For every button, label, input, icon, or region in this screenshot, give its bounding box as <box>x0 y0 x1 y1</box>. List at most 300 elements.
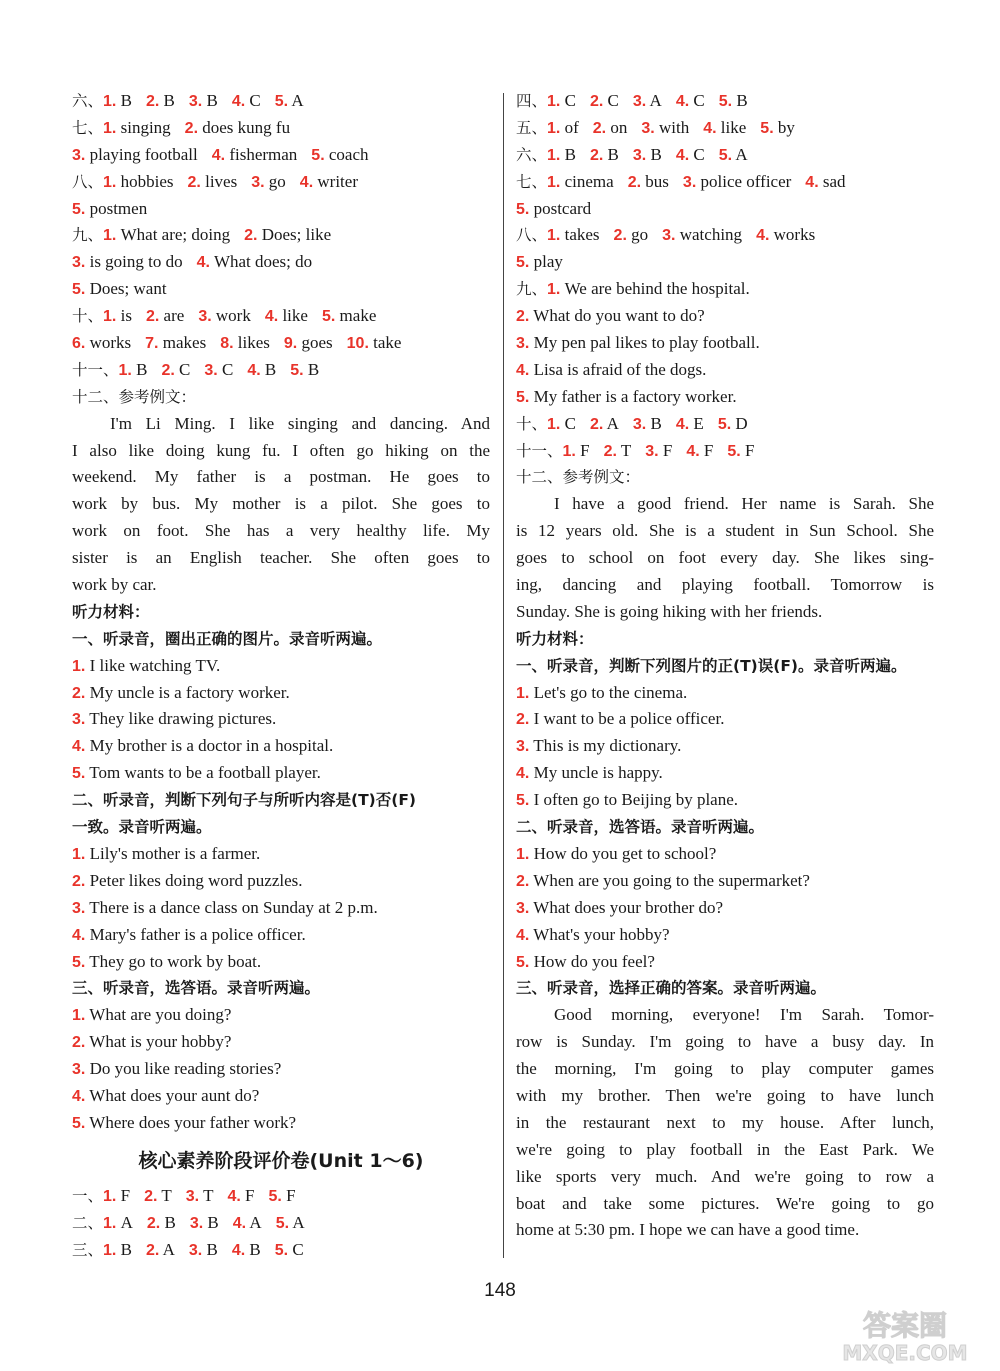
item-number: 4. <box>675 415 690 433</box>
paragraph-line: in the restaurant next to my house. After lunch, <box>516 1112 934 1132</box>
item-number: 5. <box>311 146 325 164</box>
item-number: 5. <box>268 1187 282 1205</box>
answer-item <box>686 441 713 460</box>
paragraph-line: ing, dancing and playing football. Tomorrow is <box>516 575 934 595</box>
sample-essay <box>72 411 490 599</box>
answer-item <box>633 91 662 110</box>
listening-part-1-heading: 一、听录音，判断下列图片的正(T)误(F)。录音听两遍。 <box>516 656 907 675</box>
item-number: 3. <box>645 442 659 460</box>
answer-item <box>119 360 148 379</box>
item-number: 5. <box>516 792 530 810</box>
item-text: like <box>282 306 308 326</box>
right-column <box>516 88 934 1244</box>
answers-section-7-cont <box>516 196 934 223</box>
item-text: How do you feel? <box>533 951 655 971</box>
answer-item <box>269 1186 296 1205</box>
item-number: 4. <box>756 227 770 245</box>
answer-item <box>72 199 147 218</box>
item-text: B <box>163 91 175 110</box>
item-number: 2. <box>589 93 604 110</box>
answers-section-7 <box>72 115 490 142</box>
item-text: of <box>564 117 579 137</box>
item-text: A <box>249 1212 262 1232</box>
item-number: 3. <box>72 899 86 917</box>
paragraph-line: weekend. My father is a postman. He goes to <box>72 467 490 487</box>
item-number: 4. <box>299 173 314 191</box>
item-text: fisherman <box>229 144 298 164</box>
item-text: make <box>339 306 377 326</box>
item-number: 1. <box>103 308 117 326</box>
item-number: 2. <box>72 1034 86 1052</box>
item-text: My uncle is a factory worker. <box>89 682 290 702</box>
item-text: There is a dance class on Sunday at 2 p.m. <box>89 897 378 917</box>
answer-item <box>72 252 183 271</box>
answer-item <box>276 1213 305 1232</box>
listening-part-2-heading-cont: 一致。录音听两遍。 <box>72 818 212 837</box>
listening-1-item <box>72 653 490 680</box>
item-number: 6. <box>72 335 86 353</box>
answers-section-8 <box>72 169 490 196</box>
item-text: is <box>120 306 132 326</box>
item-number: 10. <box>346 335 369 353</box>
item-text: Peter likes doing word puzzles. <box>89 870 303 890</box>
item-text: with <box>658 117 690 137</box>
listening-1-item <box>516 680 934 707</box>
item-number: 4. <box>675 93 690 110</box>
item-text: A <box>292 1212 305 1232</box>
listening-2-item <box>72 922 490 949</box>
answer-item <box>186 1186 214 1205</box>
item-number: 1. <box>562 442 576 460</box>
listening-3-item <box>72 1002 490 1029</box>
item-text: go <box>631 225 649 245</box>
item-text: likes <box>237 333 270 353</box>
item-text: E <box>693 413 704 433</box>
answer-item <box>311 145 368 164</box>
item-text: C <box>564 91 576 110</box>
answer-item <box>516 199 591 218</box>
answer-item <box>103 1213 133 1232</box>
column-divider <box>503 93 504 1258</box>
left-column <box>72 88 490 1263</box>
item-number: 5. <box>321 308 336 326</box>
item-text: take <box>373 333 402 353</box>
item-number: 2. <box>145 93 160 110</box>
item-number: 4. <box>247 361 261 379</box>
test-title: 核心素养阶段评价卷(Unit 1～6) <box>138 1149 424 1172</box>
item-number: 3. <box>516 335 530 353</box>
answers-section-8 <box>516 222 934 249</box>
answer-item <box>275 1240 304 1259</box>
listening-1-item <box>72 706 490 733</box>
paragraph-line: work by bus. My mother is a pilot. She goes to <box>72 494 490 514</box>
item-text: playing football <box>89 144 198 164</box>
listening-heading: 听力材料： <box>72 602 150 621</box>
item-text: B <box>607 144 619 164</box>
item-number: 2. <box>145 308 160 326</box>
item-text: go <box>268 171 286 191</box>
item-number: 1. <box>516 845 530 863</box>
answers-section-7 <box>516 169 934 196</box>
answer-item <box>641 118 689 137</box>
section-label: 二、 <box>72 1213 104 1232</box>
answer-item <box>676 145 705 164</box>
item-text: work <box>215 306 251 326</box>
item-text: D <box>735 413 748 433</box>
item-text: F <box>703 440 714 460</box>
item-text: A <box>120 1212 133 1232</box>
item-text: like <box>720 117 747 137</box>
paragraph-line: home at 5:30 pm. I hope we can have a good time. <box>516 1220 860 1240</box>
answer-item <box>547 118 579 137</box>
section-label: 六、 <box>516 145 548 164</box>
answers-section-9-cont <box>72 249 490 276</box>
item-text: My father is a factory worker. <box>533 386 737 406</box>
section-12-heading: 十二、参考例文： <box>72 387 197 406</box>
answer-item <box>265 306 308 325</box>
listening-2-item <box>72 949 490 976</box>
listening-3-item <box>72 1056 490 1083</box>
item-number: 3. <box>188 93 203 110</box>
listening-2-item <box>516 895 934 922</box>
answer-item <box>347 333 402 352</box>
item-number: 4. <box>227 1187 241 1205</box>
item-text: B <box>206 1239 218 1259</box>
item-number: 3. <box>251 173 265 191</box>
item-number: 5. <box>727 442 741 460</box>
answer-item <box>628 172 669 191</box>
answer-item <box>300 172 358 191</box>
item-number: 2. <box>603 442 617 460</box>
listening-part-1-heading: 一、听录音，圈出正确的图片。录音听两遍。 <box>72 629 383 648</box>
item-text: T <box>203 1185 214 1205</box>
item-text: My uncle is happy. <box>533 763 663 783</box>
answer-item <box>719 145 748 164</box>
answer-item <box>805 172 845 191</box>
item-text: They go to work by boat. <box>89 951 262 971</box>
item-text: bus <box>645 171 669 191</box>
item-text: Tom wants to be a football player. <box>89 763 321 783</box>
item-text: C <box>693 91 705 110</box>
item-text: They like drawing pictures. <box>89 709 277 729</box>
paragraph-line: I'm Li Ming. I like singing and dancing. And <box>110 413 490 433</box>
item-number: 2. <box>613 227 627 245</box>
item-number: 3. <box>72 146 86 164</box>
item-number: 5. <box>718 146 733 164</box>
test-answers-1 <box>72 1183 490 1210</box>
answer-item <box>683 172 791 191</box>
answer-item <box>232 1240 261 1259</box>
item-number: 2. <box>589 146 604 164</box>
item-number: 3. <box>204 361 218 379</box>
answer-item <box>227 1186 254 1205</box>
answer-item <box>198 306 251 325</box>
item-number: 1. <box>72 845 86 863</box>
item-text: C <box>693 144 705 164</box>
item-number: 4. <box>72 926 86 944</box>
item-number: 1. <box>547 146 561 164</box>
answer-item <box>72 145 198 164</box>
answer-item <box>322 306 376 325</box>
item-text: postmen <box>89 198 148 218</box>
item-text: B <box>307 359 320 379</box>
item-number: 4. <box>805 173 819 191</box>
item-text: A <box>649 91 662 110</box>
listening-3-item <box>72 1029 490 1056</box>
paragraph-line: Sunday. She is going hiking with her friends. <box>516 601 823 621</box>
item-number: 3. <box>632 93 647 110</box>
answer-item <box>103 306 132 325</box>
item-text: What is your hobby? <box>89 1032 232 1052</box>
item-text: F <box>120 1185 131 1205</box>
item-text: C <box>292 1239 304 1259</box>
answers-section-9 <box>516 330 934 357</box>
item-number: 1. <box>103 173 117 191</box>
item-number: 1. <box>72 657 86 675</box>
item-text: Let's go to the cinema. <box>533 682 688 702</box>
answer-item <box>727 441 754 460</box>
item-text: C <box>249 91 261 110</box>
item-number: 8. <box>220 335 234 353</box>
sample-essay <box>516 491 934 625</box>
item-text: watching <box>679 225 743 245</box>
answer-item <box>290 360 319 379</box>
item-text: cinema <box>564 171 614 191</box>
answer-item <box>232 91 261 110</box>
item-text: works <box>773 225 816 245</box>
item-number: 4. <box>72 1087 86 1105</box>
listening-2-item <box>72 841 490 868</box>
item-number: 1. <box>72 1007 86 1025</box>
listening-1-item <box>516 706 934 733</box>
item-number: 3. <box>72 254 86 272</box>
answer-item <box>72 333 131 352</box>
item-number: 5. <box>72 1114 86 1132</box>
paragraph-line: we're going to play football in the East Park. We <box>516 1139 934 1159</box>
answer-item <box>147 1213 176 1232</box>
item-text: I like watching TV. <box>89 655 221 675</box>
paragraph-line: row is Sunday. I'm going to have a busy day. In <box>516 1032 934 1052</box>
item-text: Do you like reading stories? <box>89 1059 282 1079</box>
section-label: 十、 <box>72 307 104 326</box>
item-number: 2. <box>244 227 258 245</box>
answer-item <box>247 360 276 379</box>
item-text: I want to be a police officer. <box>533 709 725 729</box>
item-number: 3. <box>188 1241 203 1259</box>
answer-item <box>146 1240 175 1259</box>
item-text: postcard <box>533 198 592 218</box>
item-text: C <box>221 359 234 379</box>
answer-item <box>633 145 662 164</box>
item-number: 5. <box>72 765 86 783</box>
item-text: My pen pal likes to play football. <box>533 333 760 353</box>
item-text: My brother is a doctor in a hospital. <box>89 736 334 756</box>
answer-item <box>103 118 171 137</box>
answers-section-6 <box>516 142 934 169</box>
item-number: 1. <box>547 415 561 433</box>
answer-item <box>144 1186 172 1205</box>
item-text: Does; want <box>89 279 167 299</box>
item-number: 5. <box>717 415 732 433</box>
item-text: B <box>249 1239 261 1259</box>
item-text: This is my dictionary. <box>533 736 682 756</box>
answer-item <box>103 225 230 244</box>
section-label: 十一、 <box>516 441 563 460</box>
item-number: 4. <box>196 254 210 272</box>
item-text: We are behind the hospital. <box>564 279 750 299</box>
item-number: 1. <box>103 1187 117 1205</box>
listening-1-item <box>72 680 490 707</box>
item-number: 1. <box>547 227 561 245</box>
listening-part-2-heading: 二、听录音，判断下列句子与所听内容是(T)否(F) <box>72 791 416 810</box>
watermark-logo <box>820 1305 990 1365</box>
item-text: B <box>136 359 148 379</box>
answer-item <box>614 225 649 244</box>
answer-item <box>590 91 619 110</box>
item-text: police officer <box>700 171 792 191</box>
item-number: 2. <box>144 1187 158 1205</box>
item-text: Mary's father is a police officer. <box>89 924 306 944</box>
answer-item <box>161 360 190 379</box>
listening-2-item <box>516 841 934 868</box>
item-number: 4. <box>516 765 530 783</box>
listening-1-item <box>72 760 490 787</box>
item-number: 4. <box>211 146 226 164</box>
item-text: works <box>89 333 132 353</box>
answers-section-8-cont <box>516 249 934 276</box>
item-text: sad <box>822 171 846 191</box>
item-number: 2. <box>627 173 642 191</box>
item-number: 5. <box>72 953 86 971</box>
listening-heading: 听力材料： <box>516 629 594 648</box>
item-number: 4. <box>264 308 279 326</box>
listening-passage <box>516 1002 934 1244</box>
item-text: F <box>245 1185 255 1205</box>
answer-item <box>103 172 173 191</box>
item-number: 5. <box>516 388 530 406</box>
listening-1-item <box>516 733 934 760</box>
item-number: 4. <box>516 926 530 944</box>
item-number: 1. <box>103 1241 117 1259</box>
answer-item <box>760 118 795 137</box>
item-text: When are you going to the supermarket? <box>533 870 810 890</box>
answers-section-9 <box>516 357 934 384</box>
item-number: 2. <box>516 872 530 890</box>
answers-section-5 <box>516 115 934 142</box>
item-number: 5. <box>516 953 530 971</box>
answer-item <box>220 333 270 352</box>
answer-item <box>547 414 576 433</box>
item-text: T <box>620 440 632 460</box>
test-answers-3 <box>72 1237 490 1264</box>
section-label: 九、 <box>516 280 548 299</box>
item-text: B <box>120 1239 132 1259</box>
item-number: 5. <box>72 200 86 218</box>
paragraph-line: I have a good friend. Her name is Sarah. She <box>554 494 934 514</box>
answer-item <box>233 1213 262 1232</box>
section-12-heading: 十二、参考例文： <box>516 468 641 487</box>
item-number: 4. <box>232 1214 247 1232</box>
answers-section-9-cont2 <box>72 276 490 303</box>
paragraph-line: like sports very much. And we're going to row a <box>516 1166 934 1186</box>
answers-section-4 <box>516 88 934 115</box>
answer-item <box>604 441 632 460</box>
item-text: goes <box>301 333 333 353</box>
item-number: 1. <box>516 684 530 702</box>
answers-section-7-cont <box>72 142 490 169</box>
answer-item <box>244 225 331 244</box>
paragraph-line: Good morning, everyone! I'm Sarah. Tomor- <box>554 1005 934 1025</box>
item-number: 4. <box>72 738 86 756</box>
section-label: 八、 <box>72 172 104 191</box>
item-text: B <box>206 91 218 110</box>
answer-item <box>547 145 576 164</box>
answer-item <box>197 252 313 271</box>
answer-item <box>547 172 614 191</box>
item-number: 3. <box>198 308 212 326</box>
answer-item <box>251 172 286 191</box>
answers-section-11 <box>516 438 934 465</box>
answer-item <box>185 118 290 137</box>
answer-item <box>145 333 206 352</box>
paragraph-line: sister is an English teacher. She often goes to <box>72 548 490 568</box>
answer-item <box>284 333 333 352</box>
item-number: 5. <box>72 281 86 299</box>
item-number: 3. <box>632 415 647 433</box>
listening-1-item <box>516 787 934 814</box>
item-number: 2. <box>72 872 86 890</box>
item-text: What does; do <box>213 252 313 272</box>
item-text: B <box>207 1212 219 1232</box>
listening-part-2-heading: 二、听录音，选答语。录音听两遍。 <box>516 818 765 837</box>
paragraph-line: the morning, I'm going to play computer games <box>516 1059 934 1079</box>
listening-3-item <box>72 1083 490 1110</box>
answer-item <box>547 225 600 244</box>
item-number: 3. <box>516 738 530 756</box>
answer-item <box>645 441 672 460</box>
item-text: F <box>286 1185 296 1205</box>
item-number: 1. <box>547 281 561 299</box>
item-number: 1. <box>103 93 117 110</box>
section-label: 十一、 <box>72 360 119 379</box>
item-text: Lily's mother is a farmer. <box>89 843 261 863</box>
listening-1-item <box>516 760 934 787</box>
item-number: 3. <box>632 146 647 164</box>
answers-section-8-cont <box>72 196 490 223</box>
item-text: B <box>650 413 662 433</box>
item-number: 7. <box>145 335 159 353</box>
item-number: 3. <box>662 227 676 245</box>
item-text: writer <box>317 171 358 191</box>
item-text: B <box>736 91 748 110</box>
answers-section-6 <box>72 88 490 115</box>
answer-item <box>590 414 619 433</box>
answers-section-10 <box>72 303 490 330</box>
listening-part-3-heading: 三、听录音，选答语。录音听两遍。 <box>72 979 321 998</box>
item-number: 5. <box>290 361 304 379</box>
paragraph-line: is 12 years old. She is a student in Sun School. She <box>516 521 934 541</box>
section-label: 五、 <box>516 118 548 137</box>
item-number: 2. <box>146 1214 161 1232</box>
item-text: is going to do <box>89 252 183 272</box>
listening-2-item <box>516 868 934 895</box>
item-text: on <box>610 117 628 137</box>
answer-item <box>189 91 218 110</box>
item-number: 1. <box>547 119 561 137</box>
item-text: What are; doing <box>120 225 231 245</box>
section-label: 七、 <box>516 172 548 191</box>
item-number: 4. <box>231 93 246 110</box>
